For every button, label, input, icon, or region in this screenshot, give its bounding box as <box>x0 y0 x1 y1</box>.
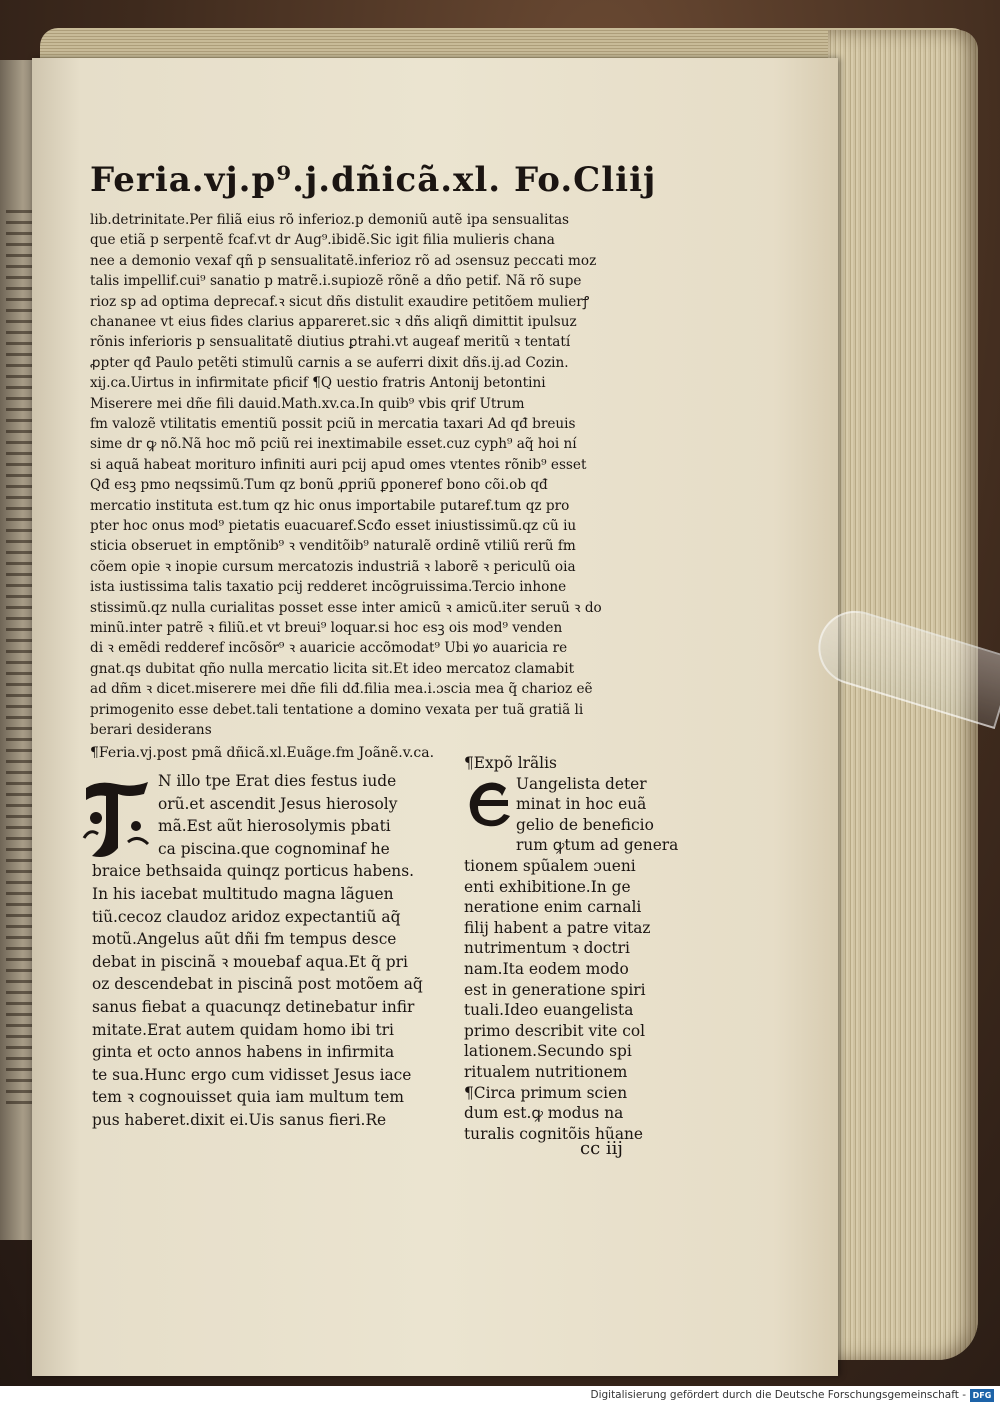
right-col-line: minat in hoc euã <box>516 795 647 814</box>
page-signature: cc iij <box>580 1138 623 1159</box>
main-lines-line: ad dñm ꝛ dicet.miserere mei dñe fili dđ.filia mea.i.ɔscia mea q̃ charioz eẽ <box>90 681 593 698</box>
main-lines-line: ista iustissima talis taxatio pcij redderet incõgruissima.Tercio inhone <box>90 579 567 596</box>
main-lines-line: cõem opie ꝛ inopie cursum mercatozis industriã ꝛ laborẽ ꝛ periculũ oia <box>90 558 576 575</box>
left-col-line: oz descendebat in piscinã post motõem aq̃ <box>92 975 423 994</box>
main-lines-line: Qđ esꝫ pmo neqssimũ.Tum qz bonũ ꝓpriũ ꝑponeref bono cõi.ob qđ <box>90 477 548 494</box>
left-col-line: ginta et octo annos habens in infirmita <box>92 1043 395 1062</box>
right-col-line: gelio de beneficio <box>516 815 654 834</box>
right-col-line: primo describit vite col <box>464 1021 646 1040</box>
main-lines-line: fm valozẽ vtilitatis ementiũ possit pciũ in mercatia taxari Ad qđ breuis <box>90 416 576 432</box>
right-col-line: nam.Ita eodem modo <box>464 960 629 978</box>
main-lines-line: di ꝛ emẽdi redderef incõsõr⁹ ꝛ auaricie accõmodat⁹ Ubi ꝟo auaricia re <box>90 640 568 657</box>
main-lines-line: lib.detrinitate.Per filiã eius rõ inferioz.p demoniũ autẽ ipa sensualitas <box>90 212 570 228</box>
right-col-line: ¶Circa primum scien <box>464 1083 628 1102</box>
main-lines-line: xij.ca.Uirtus in infirmitate pficif ¶Q uestio fratris Antonij betontini <box>90 375 546 392</box>
left-col-line: tem ꝛ cognouisset quia iam multum tem <box>92 1088 404 1107</box>
main-lines-line: gnat.qs dubitat qño nulla mercatio licita sit.Et ideo mercatoz clamabit <box>90 660 575 677</box>
footer-bar <box>0 1386 1000 1407</box>
left-col-line: motũ.Angelus aũt dñi fm tempus desce <box>92 930 397 949</box>
main-lines-line: Miserere mei dñe fili dauid.Math.xv.ca.In quib⁹ vbis qrif Utrum <box>90 395 525 412</box>
main-lines-line: mercatio instituta est.tum qz hic onus importabile putaref.tum qz pro <box>90 497 570 514</box>
left-col-line: N illo tpe Erat dies festus iude <box>158 772 397 790</box>
left-col-line: sanus fiebat a quacunqz detinebatur infir <box>92 998 415 1016</box>
left-col-line: ca piscina.que cognominaf he <box>158 839 390 858</box>
right-col-line: tionem spũalem ɔueni <box>464 857 636 875</box>
main-lines-line: berari desiderans <box>90 722 212 738</box>
left-col-line: debat in piscinã ꝛ mouebaf aqua.Et q̃ pri <box>92 952 408 971</box>
right-col-line: ¶Expõ lrãlis <box>464 754 557 772</box>
right-col-line: lationem.Secundo spi <box>464 1042 632 1061</box>
right-col-line: neratione enim carnali <box>464 898 642 917</box>
main-lines-line: sime dr ꝙ nõ.Nã hoc mõ pciũ rei inextimabile esset.cuz cyph⁹ aq̃ hoi ní <box>90 436 577 453</box>
main-lines-line: nee a demonio vexaf qñ p sensualitatẽ.inferioz rõ ad ɔsensuz peccati moz <box>90 252 597 269</box>
left-col-line: braice bethsaida quinqz porticus habens. <box>92 862 415 881</box>
main-lines-line: minũ.inter patrẽ ꝛ filiũ.et vt breui⁹ loquar.si hoc esꝫ ois mod⁹ venden <box>90 620 563 636</box>
left-col-line: mitate.Erat autem quidam homo ibi tri <box>92 1020 394 1039</box>
main-lines-line: pter hoc onus mod⁹ pietatis euacuaref.Scđo esset iniustissimũ.qz cũ iu <box>90 518 577 534</box>
footer-credit: Digitalisierung gefördert durch die Deutsche Forschungsgemeinschaft - <box>590 1389 966 1401</box>
main-lines-line: rõnis inferioris p sensualitatẽ diutius ꝑtrahi.vt augeaf meritũ ꝛ tentatí <box>90 334 571 351</box>
main-lines-line: rioz sp ad optima deprecaf.ꝛ sicut dñs distulit exaudire petitõem mulierꝭ <box>90 293 590 310</box>
right-col-line: enti exhibitione.In ge <box>464 877 631 896</box>
right-col-line: dum est.ꝙ modus na <box>464 1104 624 1123</box>
main-lines-line: talis impellif.cui⁹ sanatio p matrẽ.i.supiozẽ rõnẽ a dño petif. Nã rõ supe <box>90 273 582 290</box>
right-col-line: Uangelista deter <box>516 774 647 793</box>
main-lines-line: si aquã habeat morituro infiniti auri pcij apud omes vtentes rõnib⁹ esset <box>90 456 587 473</box>
left-col-line: mã.Est aũt hierosolymis pbati <box>158 817 391 836</box>
right-col-line: nutrimentum ꝛ doctri <box>464 939 630 958</box>
right-col-line: ritualem nutritionem <box>464 1063 628 1081</box>
dfg-logo: DFG <box>970 1389 994 1402</box>
main-lines-line: primogenito esse debet.tali tentatione a domino vexata per tuã gratiã li <box>90 701 584 718</box>
main-lines-line: ꝓpter qđ Paulo petẽti stimulũ carnis a se auferri dixit dñs.ij.ad Cozin. <box>90 354 569 371</box>
left-col-line: pus haberet.dixit ei.Uis sanus fieri.Re <box>92 1111 387 1129</box>
right-col-line: rum ꝙtum ad genera <box>516 836 679 855</box>
decorated-initial-icon <box>78 778 154 864</box>
section-title: ¶Feria.vj.post pmã dñicã.xl.Euãge.fm Joãnẽ.v.ca. <box>90 745 435 761</box>
main-lines-line: chananee vt eius fides clarius appareret.sic ꝛ dñs aliqñ dimittit ipulsuz <box>90 314 577 330</box>
running-header: Feria.vj.p⁹.j.dñicã.xl. Fo.Cliij <box>90 160 657 200</box>
right-col-line: filij habent a patre vitaz <box>464 918 651 937</box>
left-col-line: tiũ.cecoz claudoz aridoz expectantiũ aq̃ <box>92 907 401 926</box>
right-col-line: tuali.Ideo euangelista <box>464 1001 634 1020</box>
main-lines-line: stissimũ.qz nulla curialitas posset esse inter amicũ ꝛ amicũ.iter seruũ ꝛ do <box>90 599 602 616</box>
right-col-line: est in generatione spiri <box>464 980 646 999</box>
left-col-line: te sua.Hunc ergo cum vidisset Jesus iace <box>92 1065 412 1084</box>
main-lines-line: sticia obseruet in emptõnib⁹ ꝛ venditõib⁹ naturalẽ ordinẽ vtiliũ rerũ fm <box>90 538 576 555</box>
left-col-line: orũ.et ascendit Jesus hierosoly <box>158 794 398 813</box>
left-col-line: In his iacebat multitudo magna lãguen <box>92 885 394 903</box>
main-lines-line: que etiã p serpentẽ fcaf.vt dr Aug⁹.ibidẽ.Sic igit filia mulieris chana <box>90 232 555 249</box>
right-col-line: turalis cognitõis hũane <box>464 1124 644 1143</box>
